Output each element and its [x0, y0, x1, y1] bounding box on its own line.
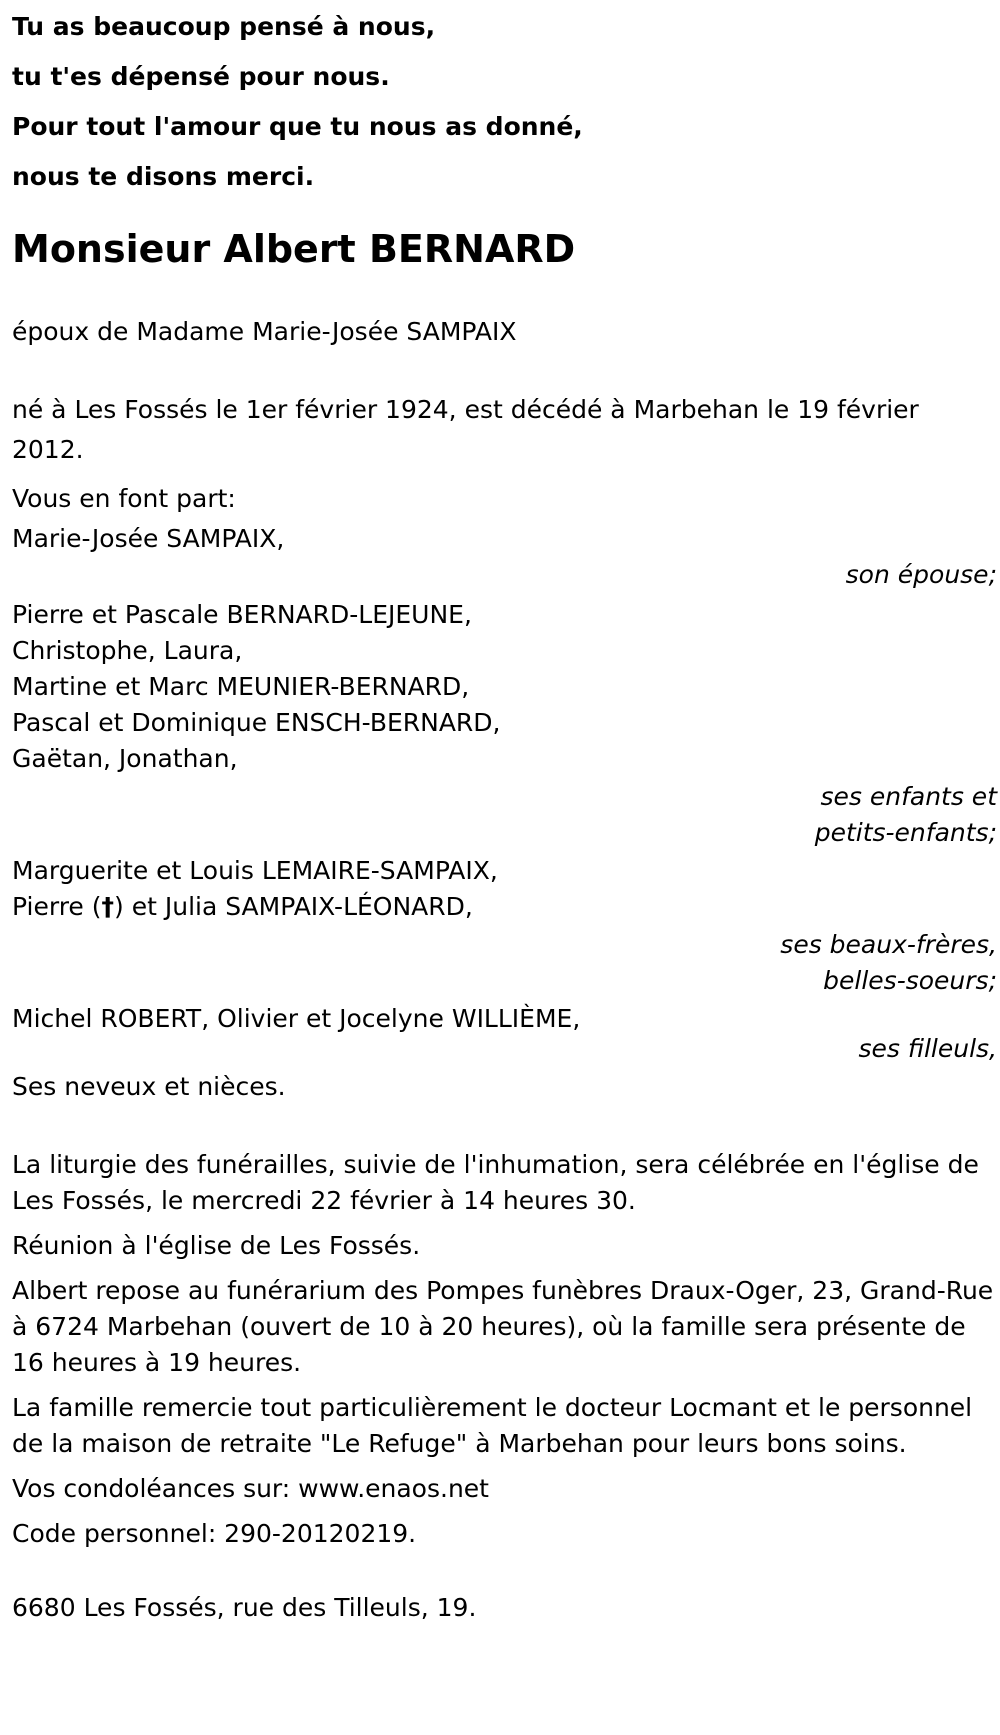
liturgy-paragraph: La liturgie des funérailles, suivie de l'inhumation, sera célébrée en l'église de Les Fossés, le mercredi 22 février à 14 heures 30.	[12, 1150, 979, 1215]
thanks-paragraph: La famille remercie tout particulièrement le docteur Locmant et le personnel de la maison de retraite "Le Refuge" à Marbehan pour leurs bons soins.	[12, 1393, 973, 1458]
family-line: Michel ROBERT, Olivier et Jocelyne WILLIÈME,	[12, 1004, 581, 1033]
family-line-part: Pierre (	[12, 892, 102, 921]
rest-paragraph: Albert repose au funérarium des Pompes funèbres Draux-Oger, 23, Grand-Rue à 6724 Marbehan (ouvert de 10 à 20 heures), où la famille sera présente de 16 heures à 19 heures.	[12, 1276, 994, 1377]
address-line: 6680 Les Fossés, rue des Tilleuls, 19.	[12, 1593, 477, 1622]
deceased-name: Monsieur Albert BERNARD	[12, 227, 576, 271]
family-line	[12, 889, 997, 925]
born-line: né à Les Fossés le 1er février 1924, est décédé à Marbehan le 19 février 2012.	[12, 395, 919, 464]
condolences-line: Vos condoléances sur: www.enaos.net	[12, 1474, 489, 1503]
role-label: ses beaux-frères,	[780, 930, 997, 959]
family-line: Pascal et Dominique ENSCH-BERNARD,	[12, 708, 501, 737]
nephews-line: Ses neveux et nièces.	[12, 1072, 286, 1101]
obituary-column	[12, 0, 997, 1626]
family-godchildren	[12, 1001, 997, 1067]
role-label: ses filleuls,	[858, 1034, 997, 1063]
role-label: son épouse;	[845, 560, 997, 589]
role-label: belles-soeurs;	[823, 966, 997, 995]
poem	[12, 0, 997, 202]
family-line: Martine et Marc MEUNIER-BERNARD,	[12, 672, 470, 701]
family-spouse	[12, 519, 997, 595]
role-label: ses enfants et	[820, 782, 997, 811]
family-line: Christophe, Laura,	[12, 636, 243, 665]
poem-line: tu t'es dépensé pour nous.	[12, 62, 390, 91]
cross-symbol: †	[101, 892, 115, 921]
announce-line: Vous en font part:	[12, 484, 236, 513]
poem-line: Pour tout l'amour que tu nous as donné,	[12, 112, 583, 141]
family-children	[12, 597, 997, 851]
family-line: Marguerite et Louis LEMAIRE-SAMPAIX,	[12, 856, 498, 885]
family-in-laws	[12, 853, 997, 999]
poem-line: nous te disons merci.	[12, 162, 315, 191]
poem-line: Tu as beaucoup pensé à nous,	[12, 12, 436, 41]
meeting-paragraph: Réunion à l'église de Les Fossés.	[12, 1231, 421, 1260]
role-label: petits-enfants;	[814, 818, 997, 847]
family-line: Pierre et Pascale BERNARD-LEJEUNE,	[12, 600, 472, 629]
family-line-part: ) et Julia SAMPAIX-LÉONARD,	[114, 892, 473, 921]
family-line: Marie-Josée SAMPAIX,	[12, 524, 285, 553]
personal-code-line: Code personnel: 290-20120219.	[12, 1519, 417, 1548]
spouse-line: époux de Madame Marie-Josée SAMPAIX	[12, 317, 517, 346]
family-line: Gaëtan, Jonathan,	[12, 744, 238, 773]
